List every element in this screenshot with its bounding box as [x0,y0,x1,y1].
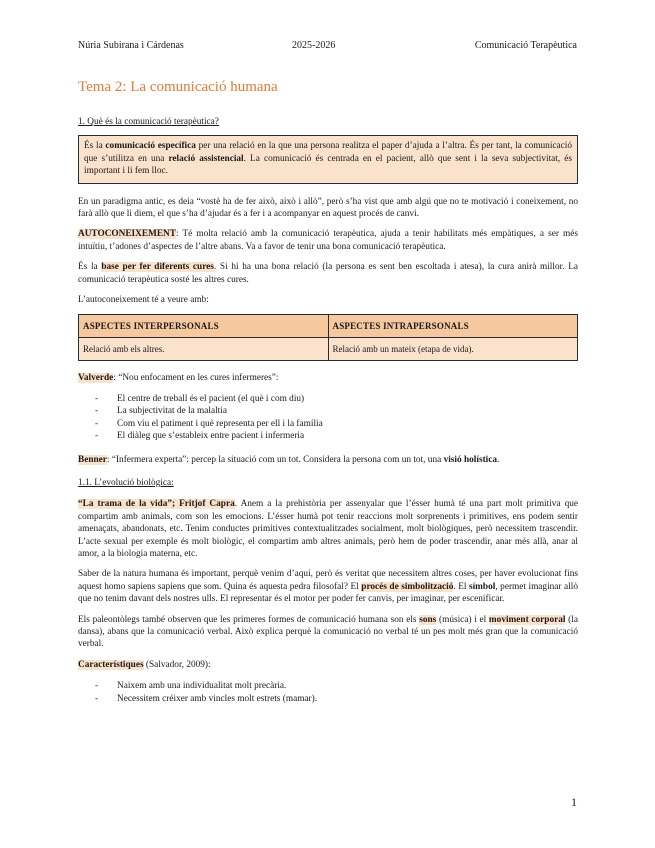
list-item: - La subjectivitat de la malaltia [95,406,227,417]
paragraph-valverde: Valverde: “Nou enfocament en les cures infermeres”: [78,373,279,384]
caracteristiques-list [78,680,578,705]
list-item: - El centre de treball és el pacient (el què i com diu) [95,393,305,404]
table-header-intrapersonal: ASPECTES INTRAPERSONALS [328,315,578,338]
paragraph-benner: Benner: “Infermera experta”: percep la situació com un tot. Considera la persona com un tot, una visió holística. [78,454,500,465]
header-year: 2025-2026 [292,40,336,51]
paragraph-autoconeixement-intro: L’autoconeixement té a veure amb: [78,295,209,306]
aspects-table [78,314,578,361]
table-cell-interpersonal: Relació amb els altres. [79,338,329,361]
section-heading-1-1: 1.1. L’evolució biològica: [78,477,174,488]
paragraph-paradigm: En un paradigma antic, es deia “vostè ha de fer això, això i allò”, però s’ha vist que amb algú que no te motivació i coneixement, no farà allò que li diem, el que s’ha d’ajudar és a fer i a acompanyar en aquest procés de canvi. [78,196,578,220]
header-author: Núria Subirana i Cárdenas [78,40,184,51]
list-item: - Necessitem créixer amb vincles molt estrets (mamar). [95,693,318,704]
list-item: - Naixem amb una individualitat molt precària. [95,681,287,692]
list-item: - El diàleg que s’estableix entre pacient i infermeria [95,431,305,442]
page-content [78,78,578,705]
list-item: - Com viu el patiment i què representa per ell i la família [95,418,323,429]
table-header-interpersonal: ASPECTES INTERPERSONALS [79,315,329,338]
page-number: 1 [571,795,577,809]
paragraph-autoconeixement: AUTOCONEIXEMENT: Té molta relació amb la comunicació terapèutica, ajuda a tenir habilitats més empàtiques, a ser més intuïtiu, t’adones d’aspectes de l’altre abans. Va a favor de tenir una bona comunicació terapèutica. [78,229,578,252]
definition-box: És la comunicació específica per una relació en la que una persona realitza el paper d’ajuda a l’altra. És per tant, la comunicació que s’utilitza en una relació assistencial. La comunicació és centrada en el pacient, allò que sent i la seva subjectivitat, és important i li fem lloc. [78,135,578,183]
page-title: Tema 2: La comunicació humana [78,79,278,95]
header-subject: Comunicació Terapèutica [474,40,577,51]
paragraph-capra: “La trama de la vida”; Fritjof Capra. Anem a la prehistòria per assenyalar que l’ésser humà té una part molt primitiva que compartim amb animals, com son les emocions. L’ésser humà pot tenir reaccions molt sorprenents i primitives, ens podem sentir amenaçats, abandonats, etc. Tenim conductes primitives contextualitzades socialment, molt biològiques, però necessitem trascendir. L’acte sexual per exemple és molt biològic, el compartim amb altres animals, però hem de poder trascendir, anar més allà, anar al amor, a la biologia materna, etc. [78,499,578,559]
paragraph-base: És la base per fer diferents cures. Si hi ha una bona relació (la persona es sent ben escoltada i atesa), la cura anirà millor. La comunicació terapèutica sosté les altres cures. [78,262,578,285]
valverde-list [78,393,578,443]
paragraph-caracteristiques: Característiques (Salvador, 2009): [78,659,211,670]
paragraph-paleontolegs: Els paleontòlegs també observen que les primeres formes de comunicació humana son els sons (música) i el moviment corporal (la dansa), abans que la comunicació verbal. Això explica perquè la comunicació no verbal té un pes molt més gran que la comunicació verbal. [78,614,578,650]
section-heading-1: 1. Què és la comunicació terapèutica? [78,117,219,127]
term-especifica: comunicació específica [105,141,196,152]
paragraph-simbolitzacio: Saber de la natura humana és important, perquè venim d’aquí, però és veritat que necessitem altres coses, per haver evolucionat fins aquest homo sapiens sapiens que som. Quina és aquesta pedra filosofal? El procés de simbolització. El símbol, permet imaginar allò que no tenim davant dels nostres ulls. El representar és el motor per poder fer canvis, per imaginar, per escenificar. [78,569,578,605]
table-cell-intrapersonal: Relació amb un mateix (etapa de vida). [328,338,578,361]
term-assistencial: relació assistencial [168,153,244,164]
